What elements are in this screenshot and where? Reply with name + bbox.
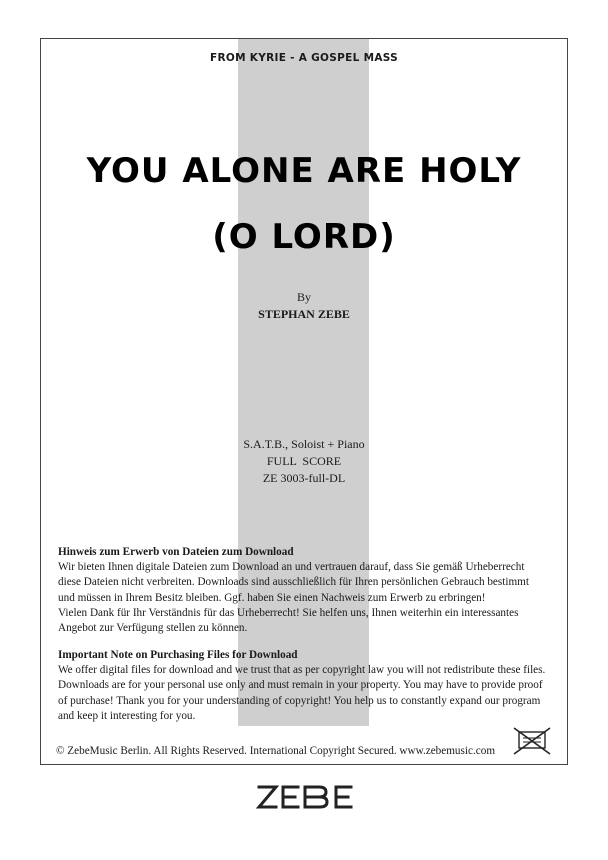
title-line-1: YOU ALONE ARE HOLY xyxy=(86,151,522,191)
title-line-2: (O LORD) xyxy=(212,217,396,257)
notice-german-line: Vielen Dank für Ihr Verständnis für das Urheberrecht! Sie helfen uns, Ihnen weiterhin ein interessantes xyxy=(58,606,519,619)
composer-name: STEPHAN ZEBE xyxy=(258,307,350,321)
copyright-footer: © ZebeMusic Berlin. All Rights Reserved. International Copyright Secured. www.zebemusic.com xyxy=(56,745,496,757)
subtitle: FROM KYRIE - A GOSPEL MASS xyxy=(210,52,398,64)
by-label: By xyxy=(296,290,311,304)
notice-german-line: diese Dateien nicht verbreiten. Downloads sind ausschließlich für Ihren persönlichen Gebrauch bestimmt xyxy=(58,576,529,589)
catalog-number: ZE 3003-full-DL xyxy=(262,471,346,485)
zebe-logo xyxy=(256,782,354,817)
notice-german-line: und müssen in Ihrem Besitz bleiben. Ggf. haben Sie einen Nachweis zum Erwerb zu erbringen! xyxy=(58,591,486,604)
score-type: FULL SCORE xyxy=(266,454,342,468)
notice-english-line: Downloads are for your personal use only and must remain in your property. You may have to provide proof xyxy=(58,679,543,692)
notice-english-line: We offer digital files for download and we trust that as per copyright law you will not redistribute these files. xyxy=(58,664,546,677)
no-photocopy-icon xyxy=(511,726,553,761)
notice-german xyxy=(58,545,558,636)
notice-english-line: of purchase! Thank you for your understanding of copyright! You help us to constantly expand our program xyxy=(58,694,541,707)
notice-english-heading: Important Note on Purchasing Files for Download xyxy=(58,649,298,661)
voicing: S.A.T.B., Soloist + Piano xyxy=(243,437,365,451)
notice-german-heading: Hinweis zum Erwerb von Dateien zum Download xyxy=(58,546,294,558)
notice-english xyxy=(58,648,558,724)
notice-english-line: and keep it interesting for you. xyxy=(58,709,196,722)
notice-german-line: Wir bieten Ihnen digitale Dateien zum Download an und vertrauen darauf, dass Sie gemäß Urheberrecht xyxy=(58,561,525,574)
notice-german-line: Angebot zur Verfügung stellen zu können. xyxy=(58,622,248,635)
